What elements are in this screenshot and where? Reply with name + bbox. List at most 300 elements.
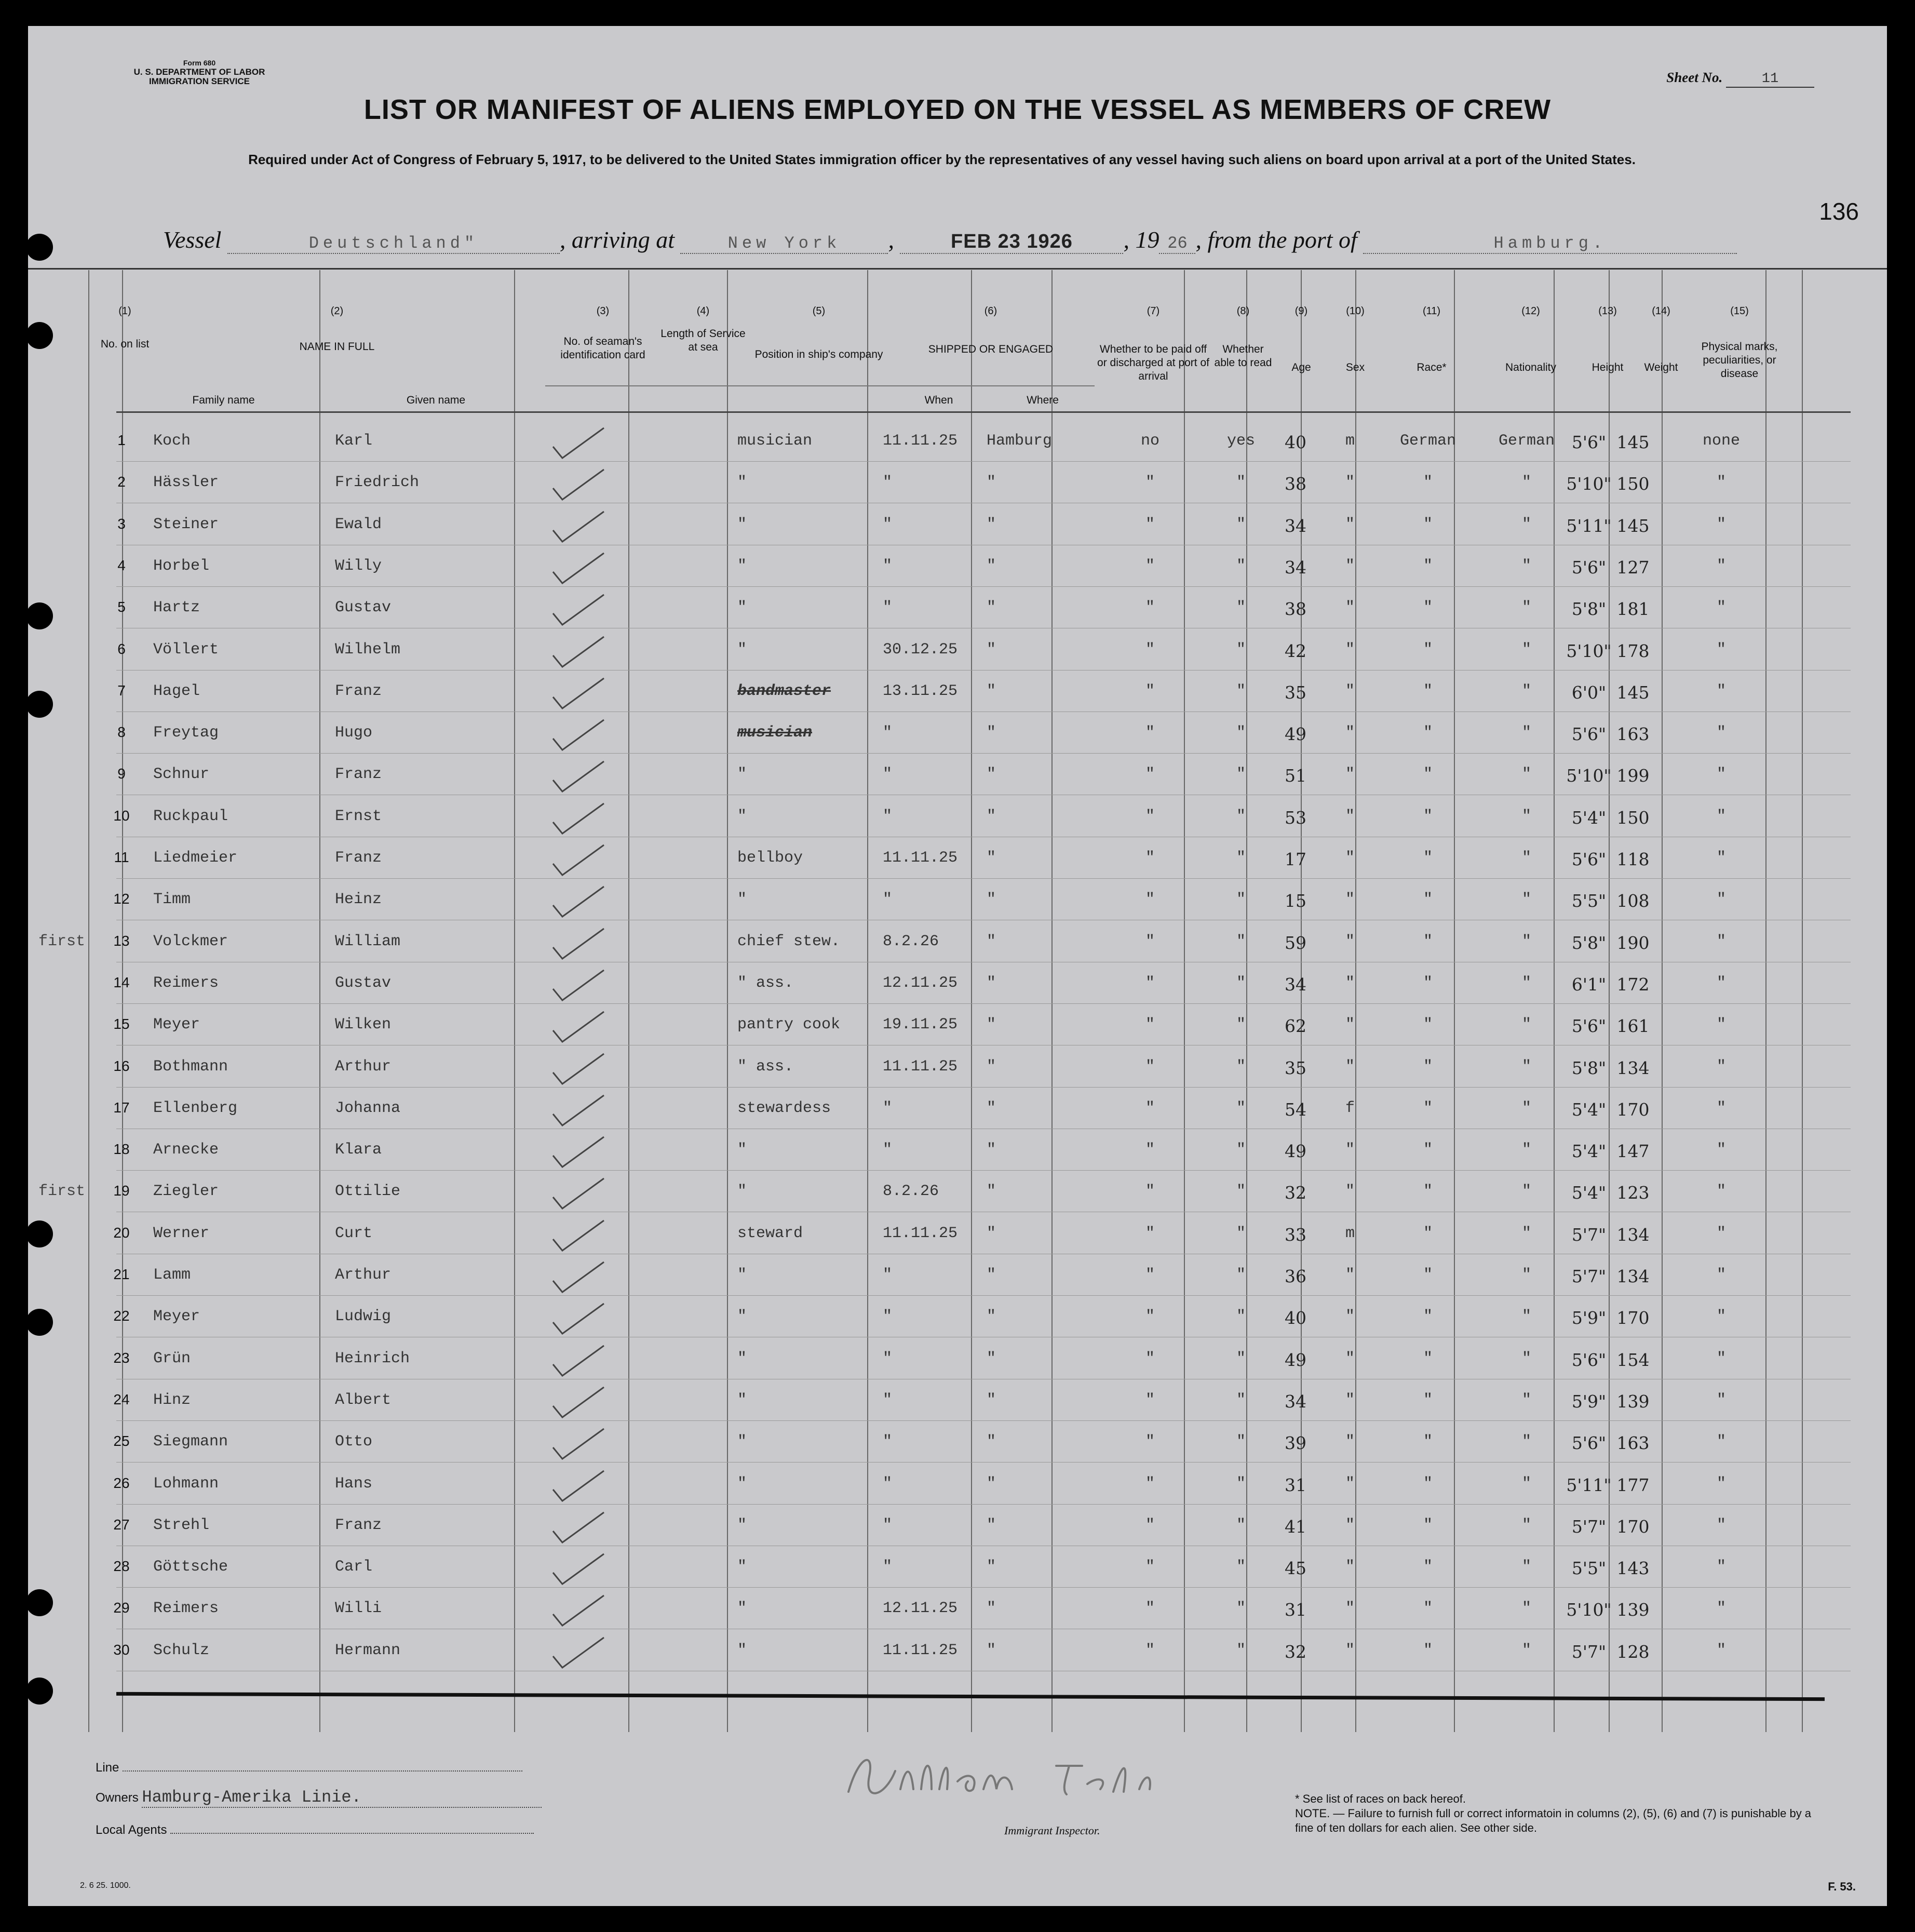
sex-cell: " [1345,474,1355,492]
able-to-read-cell: " [1236,891,1246,909]
physical-marks-cell: " [1716,807,1726,825]
form-identifier [96,58,303,86]
able-to-read-cell: " [1236,474,1246,492]
height-cell: 5'6" [1571,849,1607,869]
nationality-cell: " [1521,1141,1531,1159]
form-number: Form 680 [183,59,216,67]
race-cell: " [1423,932,1433,950]
page-subtitle: Required under Act of Congress of February 5, 1917, to be delivered to the United States immigration officer by the representatives of any vessel having such aliens on board upon arrival at a port of the United States. [248,152,1636,167]
position-cell: " ass. [737,974,794,992]
row-rule [116,1087,1851,1088]
physical-marks-cell: " [1716,1183,1726,1201]
race-cell: " [1423,1558,1433,1576]
shipped-when-cell: 13.11.25 [883,682,958,700]
shipped-when-cell: " [883,891,893,909]
column-number: (11) [1422,305,1441,317]
row-number: 17 [113,1099,130,1116]
race-cell: " [1423,1349,1433,1367]
table-row [28,1255,1887,1296]
checkmark-icon [550,1468,607,1504]
position-cell: " [737,1474,747,1493]
given-name-cell: Franz [335,682,382,700]
shipped-where-cell: " [987,1183,996,1201]
header-length-of-service: Length of Service at sea [660,328,746,353]
given-name-cell: Gustav [335,599,392,617]
weight-cell: 134 [1616,1057,1650,1078]
owners-label: Owners [96,1791,139,1805]
sex-cell: " [1345,1558,1355,1576]
age-cell: 40 [1285,1308,1306,1329]
weight-cell: 161 [1616,1016,1650,1037]
checkmark-icon [550,967,607,1003]
row-rule [116,753,1851,754]
physical-marks-cell: " [1716,1474,1726,1493]
column-number: (15) [1730,305,1749,317]
checkmark-icon [550,425,607,461]
physical-marks-cell: " [1716,724,1726,742]
weight-cell: 145 [1616,432,1650,452]
table-row [28,963,1887,1004]
crew-table [28,270,1887,1732]
shipped-where-cell: " [987,1057,996,1076]
physical-marks-cell: " [1716,1141,1726,1159]
header-height: Height [1592,361,1624,373]
local-agents-field [96,1823,534,1837]
row-number: 11 [114,849,129,865]
given-name-cell: Friedrich [335,474,420,492]
shipped-where-cell: " [987,557,996,575]
sex-cell: " [1345,974,1355,992]
paid-off-cell: " [1145,1224,1155,1242]
weight-cell: 108 [1616,891,1650,911]
race-cell: " [1423,557,1433,575]
able-to-read-cell: " [1236,1266,1246,1284]
sex-cell: " [1345,1391,1355,1409]
header-position: Position in ship's company [754,348,883,360]
weight-cell: 150 [1616,807,1650,828]
age-cell: 31 [1285,1474,1306,1495]
shipped-where-cell: " [987,1474,996,1493]
shipped-when-cell: 11.11.25 [883,432,958,450]
family-name-cell: Siegmann [153,1433,228,1451]
paid-off-cell: " [1145,1558,1155,1576]
nationality-cell: " [1521,682,1531,700]
weight-cell: 178 [1616,640,1650,661]
sex-cell: " [1345,557,1355,575]
table-row [28,1296,1887,1338]
age-cell: 15 [1285,891,1306,911]
header-bottom-rule [116,411,1851,413]
shipped-where-cell: " [987,640,996,659]
table-row [28,1130,1887,1171]
paid-off-cell: " [1145,1099,1155,1117]
manifest-sheet [28,26,1887,1906]
able-to-read-cell: " [1236,1183,1246,1201]
paid-off-cell: " [1145,1641,1155,1659]
column-number: (12) [1521,305,1540,317]
sex-cell: " [1345,891,1355,909]
family-name-cell: Werner [153,1224,210,1242]
row-number: 2 [117,474,126,490]
family-name-cell: Hinz [153,1391,191,1409]
shipped-when-cell: " [883,599,893,617]
paid-off-cell: " [1145,932,1155,950]
shipped-when-cell: 8.2.26 [883,1183,939,1201]
family-name-cell: Steiner [153,515,219,533]
line-value [123,1770,522,1772]
shipped-where-cell: " [987,1016,996,1034]
row-rule [116,461,1851,462]
checkmark-icon [550,1217,607,1254]
age-cell: 49 [1285,1349,1306,1370]
height-cell: 5'8" [1571,599,1607,620]
paid-off-cell: " [1145,1308,1155,1326]
header-nationality: Nationality [1505,361,1557,373]
nationality-cell: " [1521,1183,1531,1201]
nationality-cell: " [1521,1224,1531,1242]
age-cell: 49 [1285,1141,1306,1162]
race-cell: " [1423,766,1433,784]
table-row [28,1505,1887,1547]
race-cell: " [1423,1057,1433,1076]
family-name-cell: Reimers [153,974,219,992]
physical-marks-cell: " [1716,1600,1726,1618]
nationality-cell: " [1521,766,1531,784]
year-prefix: , 19 [1123,226,1159,253]
table-row [28,1464,1887,1505]
shipped-when-cell: 19.11.25 [883,1016,958,1034]
sex-cell: " [1345,849,1355,867]
height-cell: 5'10" [1566,1600,1612,1620]
position-cell: " [737,1558,747,1576]
nationality-cell: " [1521,724,1531,742]
weight-cell: 177 [1616,1474,1650,1495]
weight-cell: 145 [1616,682,1650,703]
sheet-number-label: Sheet No. [1666,70,1723,85]
age-cell: 59 [1285,932,1306,953]
able-to-read-cell: " [1236,1308,1246,1326]
age-cell: 36 [1285,1266,1306,1286]
weight-cell: 199 [1616,766,1650,786]
paid-off-cell: " [1145,724,1155,742]
shipped-where-cell: " [987,1516,996,1534]
able-to-read-cell: " [1236,515,1246,533]
position-cell: pantry cook [737,1016,841,1034]
inspector-label: Immigrant Inspector. [1004,1824,1100,1837]
able-to-read-cell: " [1236,1474,1246,1493]
table-row [28,754,1887,796]
height-cell: 5'10" [1566,640,1612,661]
physical-marks-cell: " [1716,599,1726,617]
position-cell: bellboy [737,849,803,867]
nationality-cell: " [1521,1266,1531,1284]
physical-marks-cell: " [1716,891,1726,909]
sex-cell: " [1345,682,1355,700]
department-name: U. S. DEPARTMENT OF LABOR [133,67,265,77]
physical-marks-cell: " [1716,1433,1726,1451]
row-number: 28 [113,1558,130,1575]
checkmark-icon [550,1509,607,1546]
table-row [28,1380,1887,1421]
given-name-cell: Wilhelm [335,640,401,659]
shipped-when-cell: " [883,1308,893,1326]
position-cell: " [737,1600,747,1618]
nationality-cell: " [1521,1308,1531,1326]
nationality-cell: " [1521,891,1531,909]
shipped-where-cell: " [987,1266,996,1284]
nationality-cell: " [1521,1474,1531,1493]
position-cell: musician [737,432,813,450]
shipped-where-cell: " [987,807,996,825]
shipped-where-cell: " [987,974,996,992]
row-number: 27 [113,1516,130,1533]
able-to-read-cell: " [1236,1349,1246,1367]
row-number: 26 [113,1474,130,1491]
checkmark-icon [550,1259,607,1295]
column-number: (8) [1236,305,1250,317]
race-cell: " [1423,1183,1433,1201]
able-to-read-cell: " [1236,640,1246,659]
family-name-cell: Bothmann [153,1057,228,1076]
given-name-cell: Arthur [335,1266,392,1284]
height-cell: 5'4" [1571,807,1607,828]
given-name-cell: Hans [335,1474,373,1493]
shipped-when-cell: 11.11.25 [883,1641,958,1659]
race-cell: " [1423,1266,1433,1284]
shipped-where-cell: " [987,1558,996,1576]
shipped-where-cell: " [987,1641,996,1659]
shipped-when-cell: " [883,1391,893,1409]
weight-cell: 163 [1616,1433,1650,1454]
column-number: (9) [1294,305,1308,317]
weight-cell: 154 [1616,1349,1650,1370]
age-cell: 35 [1285,682,1306,703]
given-name-cell: Hugo [335,724,373,742]
column-number: (5) [812,305,826,317]
shipped-where-cell: " [987,1433,996,1451]
checkmark-icon [550,508,607,545]
family-name-cell: Meyer [153,1308,200,1326]
shipped-when-cell: 8.2.26 [883,932,939,950]
shipped-where-cell: " [987,766,996,784]
able-to-read-cell: " [1236,1641,1246,1659]
shipped-when-cell: " [883,1474,893,1493]
able-to-read-cell: " [1236,849,1246,867]
position-cell: " [737,766,747,784]
position-cell: bandmaster [737,682,831,700]
position-cell: " [737,1183,747,1201]
arrival-year: 26 [1159,234,1195,254]
height-cell: 5'6" [1571,557,1607,578]
paid-off-cell: " [1145,1141,1155,1159]
checkmark-icon [550,1300,607,1337]
weight-cell: 170 [1616,1516,1650,1537]
sex-cell: f [1345,1099,1355,1117]
nationality-cell: " [1521,1057,1531,1076]
checkmark-icon [550,592,607,628]
paid-off-cell: " [1145,1057,1155,1076]
table-row [28,1213,1887,1255]
header-subdivider [545,385,878,386]
checkmark-icon [550,1426,607,1462]
checkmark-icon [550,675,607,712]
table-row [28,587,1887,629]
row-number: 6 [117,640,126,657]
nationality-cell: " [1521,1391,1531,1409]
height-cell: 5'5" [1571,891,1607,911]
row-number: 20 [113,1224,130,1241]
position-cell: steward [737,1224,803,1242]
height-cell: 5'5" [1571,1558,1607,1579]
sex-cell: " [1345,807,1355,825]
vessel-name: Deutschland" [227,234,560,254]
checkmark-icon [550,842,607,878]
weight-cell: 123 [1616,1183,1650,1203]
age-cell: 45 [1285,1558,1306,1579]
weight-cell: 134 [1616,1224,1650,1245]
shipped-when-cell: " [883,1266,893,1284]
shipped-where-cell: " [987,515,996,533]
row-number: 30 [113,1641,130,1658]
column-number: (3) [596,305,610,317]
weight-cell: 150 [1616,474,1650,494]
shipped-when-cell: " [883,1516,893,1534]
page-number: 136 [1819,198,1859,225]
checkmark-icon [550,550,607,586]
physical-marks-cell: " [1716,1349,1726,1367]
row-number: 25 [113,1433,130,1450]
nationality-cell: " [1521,1349,1531,1367]
table-row [28,629,1887,671]
page-title: LIST OR MANIFEST OF ALIENS EMPLOYED ON THE VESSEL AS MEMBERS OF CREW [363,94,1552,125]
row-number: 1 [117,432,126,448]
physical-marks-cell: " [1716,1057,1726,1076]
given-name-cell: Willi [335,1600,382,1618]
sex-cell: " [1345,1474,1355,1493]
paid-off-cell: " [1145,682,1155,700]
checkmark-icon [550,1009,607,1045]
position-cell: " [737,1516,747,1534]
checkmark-icon [550,717,607,753]
header-shipped-or-engaged: SHIPPED OR ENGAGED [928,343,1054,355]
paid-off-cell: " [1145,515,1155,533]
sex-cell: " [1345,1349,1355,1367]
race-cell: " [1423,474,1433,492]
checkmark-icon [550,1134,607,1170]
table-row [28,838,1887,879]
race-cell: " [1423,1474,1433,1493]
family-name-cell: Lohmann [153,1474,219,1493]
owners-value: Hamburg-Amerika Linie. [142,1788,542,1808]
height-cell: 6'1" [1571,974,1607,995]
weight-cell: 139 [1616,1600,1650,1620]
sex-cell: m [1345,1224,1355,1242]
checkmark-icon [550,1092,607,1129]
nationality-cell: " [1521,849,1531,867]
able-to-read-cell: " [1236,1391,1246,1409]
height-cell: 5'6" [1571,724,1607,745]
race-cell: " [1423,1391,1433,1409]
family-name-cell: Hagel [153,682,200,700]
row-rule [116,1504,1851,1505]
nationality-cell: " [1521,1600,1531,1618]
shipped-where-cell: " [987,891,996,909]
given-name-cell: Franz [335,766,382,784]
race-cell: " [1423,807,1433,825]
given-name-cell: Ewald [335,515,382,533]
table-row [28,1171,1887,1213]
given-name-cell: Karl [335,432,373,450]
class-note: first [38,1183,85,1201]
height-cell: 5'7" [1571,1641,1607,1662]
header-name-in-full: NAME IN FULL [299,341,375,353]
family-name-cell: Reimers [153,1600,219,1618]
column-number: (4) [696,305,710,317]
nationality-cell: " [1521,515,1531,533]
shipped-when-cell: " [883,515,893,533]
sex-cell: " [1345,1600,1355,1618]
age-cell: 49 [1285,724,1306,745]
vessel-line: Vessel Deutschland" , arriving at New York , FEB 23 1926 , 19 26 , from the port of Hamburg. [163,226,1737,254]
checkmark-icon [550,1384,607,1420]
height-cell: 5'7" [1571,1516,1607,1537]
sex-cell: " [1345,1016,1355,1034]
height-cell: 5'6" [1571,1016,1607,1037]
age-cell: 53 [1285,807,1306,828]
sex-cell: " [1345,1433,1355,1451]
row-number: 7 [117,682,126,699]
family-name-cell: Lamm [153,1266,191,1284]
race-cell: " [1423,599,1433,617]
physical-marks-cell: " [1716,766,1726,784]
position-cell: " [737,557,747,575]
sex-cell: " [1345,599,1355,617]
height-cell: 5'8" [1571,1057,1607,1078]
shipped-when-cell: 12.11.25 [883,1600,958,1618]
row-number: 9 [117,766,126,782]
nationality-cell: " [1521,974,1531,992]
physical-marks-cell: " [1716,557,1726,575]
physical-marks-cell: " [1716,1099,1726,1117]
column-number: (1) [118,305,131,317]
height-cell: 5'6" [1571,1349,1607,1370]
position-cell: " [737,1349,747,1367]
given-name-cell: Hermann [335,1641,401,1659]
arrival-port: New York [680,234,888,254]
height-cell: 5'4" [1571,1141,1607,1162]
shipped-when-cell: 11.11.25 [883,1224,958,1242]
family-name-cell: Meyer [153,1016,200,1034]
position-cell: " [737,474,747,492]
position-cell: musician [737,724,813,742]
paid-off-cell: " [1145,1183,1155,1201]
header-family-name: Family name [192,394,255,406]
row-number: 29 [113,1600,130,1616]
header-sex: Sex [1345,361,1365,373]
shipped-where-cell: " [987,474,996,492]
table-row [28,1046,1887,1088]
shipped-where-cell: " [987,682,996,700]
row-number: 8 [117,724,126,741]
family-name-cell: Strehl [153,1516,210,1534]
sex-cell: " [1345,724,1355,742]
checkmark-icon [550,1551,607,1587]
family-name-cell: Volckmer [153,932,228,950]
given-name-cell: Klara [335,1141,382,1159]
column-number: (2) [330,305,344,317]
weight-cell: 128 [1616,1641,1650,1662]
nationality-cell: " [1521,1558,1531,1576]
